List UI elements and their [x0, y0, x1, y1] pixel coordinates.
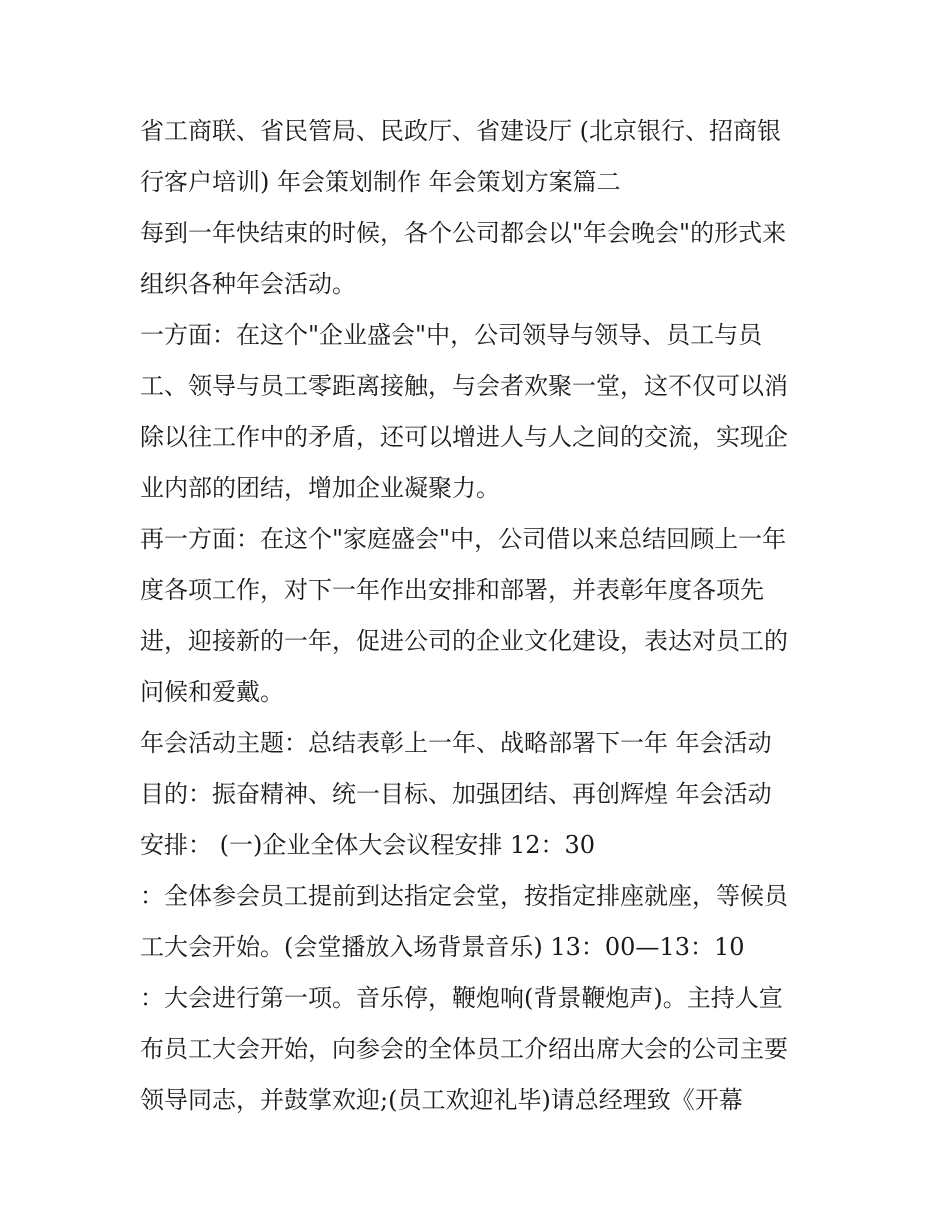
text-line: 每到一年快结束的时候，各个公司都会以"年会晚会"的形式来: [140, 219, 787, 247]
text-line: 目的：振奋精神、统一目标、加强团结、再创辉煌 年会活动: [140, 780, 772, 808]
text-line: ：全体参会员工提前到达指定会堂，按指定排座就座，等候员: [140, 882, 788, 910]
text-line: 年会活动主题：总结表彰上一年、战略部署下一年 年会活动: [140, 729, 772, 757]
text-line: 工大会开始。(会堂播放入场背景音乐) 13：00—13：10: [140, 933, 745, 961]
text-line: 行客户培训) 年会策划制作 年会策划方案篇二: [140, 168, 621, 196]
document-body: [140, 106, 820, 1126]
text-line: 工、领导与员工零距离接触，与会者欢聚一堂，这不仅可以消: [140, 372, 788, 400]
text-line: 度各项工作，对下一年作出安排和部署，并表彰年度各项先: [140, 576, 764, 604]
text-line: 除以往工作中的矛盾，还可以增进人与人之间的交流，实现企: [140, 423, 788, 451]
text-line: 组织各种年会活动。: [140, 270, 356, 298]
text-line: 安排： (一)企业全体大会议程安排 12：30: [140, 831, 596, 859]
text-line: 问候和爱戴。: [140, 678, 284, 706]
text-line: 进，迎接新的一年，促进公司的企业文化建设，表达对员工的: [140, 627, 788, 655]
text-line: 业内部的团结，增加企业凝聚力。: [140, 474, 500, 502]
text-line: 布员工大会开始，向参会的全体员工介绍出席大会的公司主要: [140, 1035, 788, 1063]
text-line: ：大会进行第一项。音乐停，鞭炮响(背景鞭炮声)。主持人宣: [140, 984, 783, 1012]
text-line: 省工商联、省民管局、民政厅、省建设厅 (北京银行、招商银: [140, 117, 781, 145]
text-line: 领导同志，并鼓掌欢迎;(员工欢迎礼毕)请总经理致《开幕: [140, 1086, 743, 1114]
text-line: 再一方面：在这个"家庭盛会"中，公司借以来总结回顾上一年: [140, 525, 787, 553]
text-line: 一方面：在这个"企业盛会"中，公司领导与领导、员工与员: [140, 321, 763, 349]
